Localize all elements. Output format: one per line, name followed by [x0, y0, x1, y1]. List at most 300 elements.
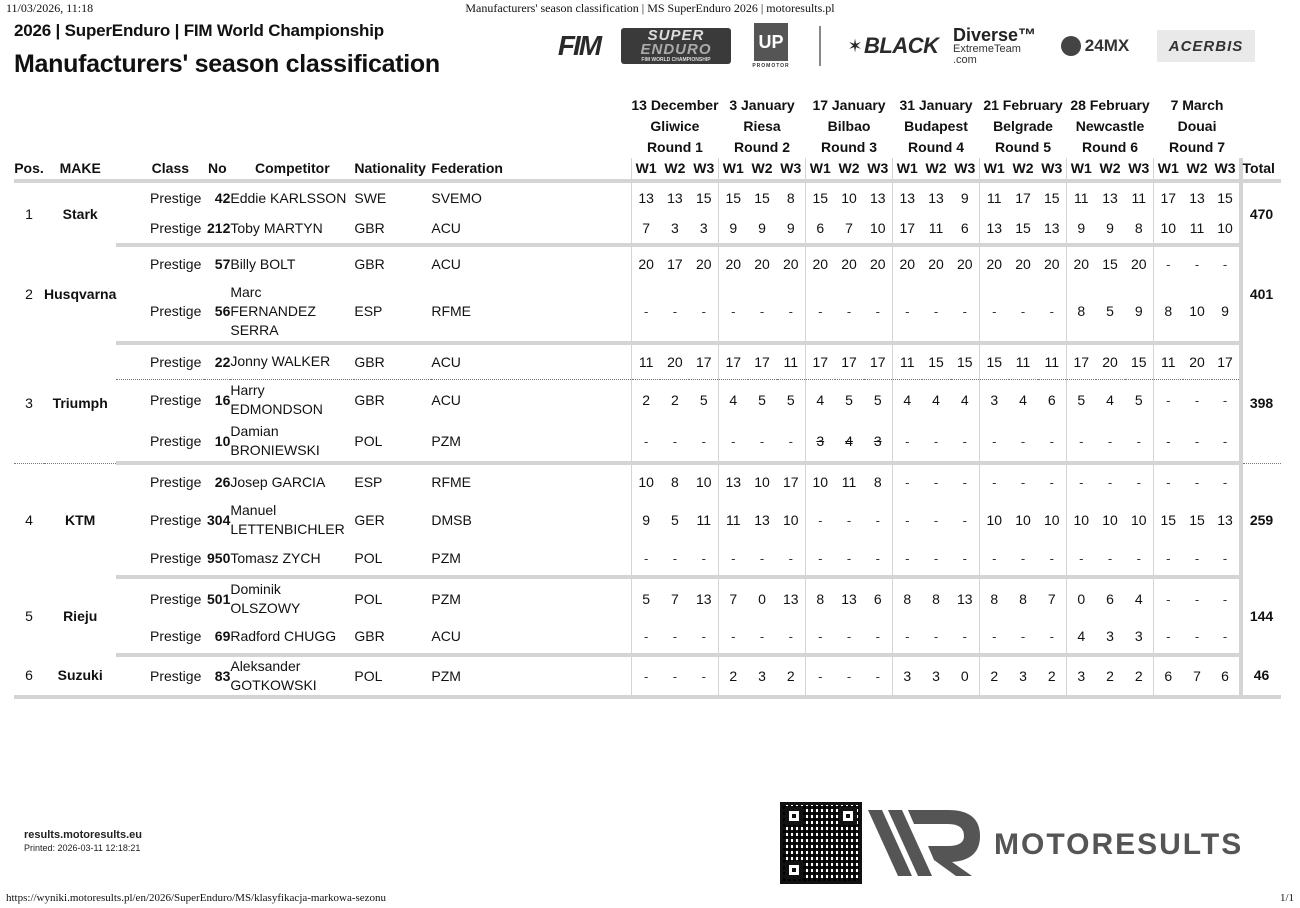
heat-score: 11: [631, 343, 660, 379]
rider-nationality: GBR: [354, 392, 385, 409]
rider-name[interactable]: [230, 343, 354, 379]
heat-score: 6: [951, 213, 980, 245]
heat-score: -: [864, 541, 893, 577]
heat-score: 2: [631, 379, 660, 421]
qr-finder: [785, 807, 803, 825]
round-number: Round 4: [908, 139, 965, 155]
heat-score: 15: [1102, 256, 1118, 272]
heat-score: -: [748, 281, 777, 343]
heat-header: W2: [922, 158, 951, 181]
heat-score: -: [1194, 392, 1200, 408]
footer-printed: Printed: 2026-03-11 12:18:21: [24, 843, 141, 853]
heat-score: -: [719, 541, 748, 577]
heat-score: 3: [660, 213, 689, 245]
round-city: Budapest: [904, 118, 968, 134]
heat-score: 3: [922, 655, 951, 697]
heat-header: W2: [1183, 158, 1212, 181]
rider-name[interactable]: [230, 281, 354, 343]
heat-score: -: [1194, 591, 1200, 607]
heat-score: -: [777, 281, 806, 343]
heat-score: 4: [806, 379, 835, 421]
round-city: Riesa: [743, 118, 781, 134]
heat-score: -: [719, 421, 748, 463]
heat-score: 2: [1038, 655, 1067, 697]
rider-nationality: GER: [354, 512, 385, 528]
heat-score: 13: [893, 181, 922, 213]
heat-score: -: [1154, 619, 1183, 655]
heat-score: 7: [1047, 591, 1056, 607]
heat-score: 13: [667, 190, 683, 206]
print-page-number: 1/1: [1279, 892, 1294, 904]
round-number: Round 6: [1082, 139, 1139, 155]
heat-score: -: [660, 421, 689, 463]
heat-header: W2: [835, 158, 864, 181]
position: 4: [25, 512, 33, 529]
heat-score: -: [1212, 421, 1241, 463]
heat-score: 17: [667, 256, 683, 272]
heat-score: 17: [864, 343, 893, 379]
rider-nationality: GBR: [354, 343, 431, 379]
black-logo-text: BLACK: [864, 33, 939, 58]
heat-score: -: [951, 541, 980, 577]
heat-score: 20: [893, 245, 922, 281]
heat-score: -: [660, 655, 689, 697]
col-nationality: Nationality: [354, 158, 431, 181]
heat-score: -: [806, 619, 835, 655]
heat-score: -: [748, 421, 777, 463]
round-date: 21 February: [983, 97, 1063, 113]
heat-score: 4: [1134, 591, 1143, 607]
superenduro-logo-line2: ENDURO: [640, 40, 712, 58]
rider-class: Prestige: [150, 190, 202, 206]
heat-score: -: [1009, 421, 1038, 463]
heat-score: -: [1222, 474, 1228, 490]
heat-score: 8: [1154, 281, 1183, 343]
rider-class: Prestige: [116, 213, 204, 245]
position: 3: [14, 343, 44, 463]
heat-score: -: [1038, 281, 1067, 343]
heat-score: 3: [980, 379, 1009, 421]
table-row: [14, 343, 1281, 379]
heat-score: 6: [806, 213, 835, 245]
heat-score: -: [864, 281, 893, 343]
heat-score: 3: [1067, 655, 1096, 697]
heat-score: -: [835, 541, 864, 577]
heat-score: -: [864, 655, 893, 697]
heat-header: W3: [1038, 158, 1067, 181]
heat-score: 13: [841, 591, 857, 607]
rider-number: 57: [214, 256, 231, 272]
heat-score: 20: [841, 256, 857, 272]
heat-score: 4: [719, 379, 748, 421]
heat-score: -: [1067, 421, 1096, 463]
round-date: 17 January: [812, 97, 886, 113]
heat-score: 8: [1019, 591, 1027, 607]
heat-score: 10: [782, 512, 799, 528]
heat-score: -: [980, 463, 1009, 499]
acerbis-logo: ACERBIS: [1157, 30, 1255, 62]
heat-score: 20: [1130, 256, 1147, 272]
heat-score: -: [980, 541, 1009, 577]
heat-score: -: [875, 512, 880, 528]
heat-score: 5: [631, 577, 660, 619]
heat-score: -: [1154, 541, 1183, 577]
rider-name-line: Tomasz ZYCH: [230, 549, 321, 566]
position: 6: [14, 655, 44, 697]
heat-score: 15: [695, 190, 712, 206]
superenduro-logo: [621, 28, 731, 64]
heat-score: -: [1212, 619, 1241, 655]
rider-name-line: GOTKOWSKI: [230, 677, 317, 693]
heat-score: 9: [777, 213, 806, 245]
heat-score: 2: [1096, 655, 1125, 697]
heat-score: 0: [951, 655, 980, 697]
diverse-logo-line1: Diverse™: [953, 24, 1037, 45]
heat-score: -: [1183, 421, 1212, 463]
heat-score: 15: [951, 343, 980, 379]
print-page-title: Manufacturers' season classification | MS SuperEnduro 2026 | motoresults.pl: [465, 1, 835, 15]
rider-class: Prestige: [116, 421, 204, 463]
rider-federation: PZM: [431, 421, 631, 463]
rider-name-line: Damian: [230, 423, 279, 439]
heat-score: -: [893, 499, 922, 541]
round-city: Newcastle: [1075, 118, 1145, 134]
heat-score: -: [777, 619, 806, 655]
heat-header: W3: [1212, 158, 1241, 181]
heat-header: W2: [660, 158, 689, 181]
heat-score: -: [1096, 541, 1125, 577]
heat-score: 3: [689, 213, 718, 245]
rider-federation: DMSB: [431, 512, 472, 528]
heat-score: 4: [1067, 619, 1096, 655]
heat-score: -: [951, 421, 980, 463]
heat-score: -: [689, 421, 718, 463]
rider-federation: ACU: [431, 213, 631, 245]
heat-score: 11: [1154, 343, 1183, 379]
header-spacer: [1241, 116, 1281, 137]
heat-score: 10: [1130, 512, 1147, 528]
heat-score: 13: [1038, 213, 1067, 245]
heat-score: 9: [719, 213, 748, 245]
table-row: [14, 463, 1281, 499]
heat-score: 2: [777, 655, 806, 697]
rider-nationality: POL: [354, 541, 431, 577]
rider-number: 42: [214, 190, 231, 206]
rider-name-line: EDMONDSON: [230, 401, 323, 418]
heat-score: 17: [1212, 343, 1241, 379]
heat-score: 20: [1015, 256, 1031, 272]
rider-name[interactable]: [230, 379, 354, 421]
star-icon: ✶: [847, 35, 863, 56]
heat-score: 11: [893, 343, 922, 379]
classification-table: [14, 95, 1281, 699]
heat-score: -: [719, 619, 748, 655]
heat-score: 3: [1096, 619, 1125, 655]
rider-name-line: BRONIEWSKI: [230, 442, 320, 458]
heat-header: W2: [1096, 158, 1125, 181]
heat-score: 6: [1047, 392, 1056, 409]
round-number: Round 5: [995, 139, 1052, 155]
heat-score: -: [980, 421, 1009, 463]
heat-score: 8: [1067, 281, 1096, 343]
round-date-row: [14, 95, 1281, 116]
rider-name-line: OLSZOWY: [230, 600, 301, 616]
heat-score: 10: [1102, 512, 1118, 528]
print-header: [6, 1, 1294, 15]
rider-name[interactable]: [230, 463, 354, 499]
rider-name-line: Eddie KARLSSON: [230, 189, 347, 206]
heat-score: 7: [719, 577, 748, 619]
heat-score: 11: [696, 512, 712, 528]
heat-score: 15: [1009, 213, 1038, 245]
rider-name-line: Harry: [230, 382, 265, 399]
rider-nationality: GBR: [354, 619, 431, 655]
heat-score: 13: [928, 190, 944, 206]
heat-score: 11: [1067, 181, 1096, 213]
heat-score: 3: [1009, 655, 1038, 697]
heat-score: 13: [869, 190, 886, 206]
heat-score: 20: [719, 245, 748, 281]
heat-score: -: [922, 619, 951, 655]
heat-score: 13: [782, 591, 799, 607]
heat-score: 11: [777, 343, 806, 379]
rider-federation: SVEMO: [431, 190, 482, 206]
rider-number: 26: [214, 474, 231, 490]
rider-federation: ACU: [431, 392, 461, 409]
col-federation: Federation: [431, 158, 631, 181]
heat-score: -: [631, 619, 660, 655]
heat-score: 7: [631, 213, 660, 245]
rider-name-line: SERRA: [230, 321, 279, 338]
heat-score: 10: [980, 499, 1009, 541]
heat-score: -: [1222, 591, 1228, 607]
rider-name[interactable]: [230, 245, 354, 281]
heat-score: 11: [1009, 343, 1038, 379]
table-row: [14, 577, 1281, 619]
heat-score: 20: [956, 256, 973, 272]
rider-name[interactable]: [230, 499, 354, 541]
heat-score: 6: [1154, 655, 1183, 697]
heat-header: W3: [689, 158, 718, 181]
rider-name-line: Billy BOLT: [230, 255, 296, 272]
heat-header: W3: [777, 158, 806, 181]
heat-score: -: [980, 281, 1009, 343]
rider-name[interactable]: [230, 213, 354, 245]
rider-class: Prestige: [116, 343, 204, 379]
table-row: [14, 619, 1281, 655]
heat-score: 9: [960, 190, 969, 206]
heat-score: 20: [1067, 245, 1096, 281]
heat-score: -: [1125, 541, 1154, 577]
heat-score: 17: [1154, 181, 1183, 213]
print-datetime: 11/03/2026, 11:18: [6, 1, 94, 15]
heat-score: -: [806, 281, 835, 343]
round-number: Round 7: [1169, 139, 1226, 155]
heat-score: -: [1067, 463, 1096, 499]
heat-score: 7: [835, 213, 864, 245]
table-row: [14, 379, 1281, 421]
table-row: [14, 655, 1281, 697]
rider-class: Prestige: [116, 619, 204, 655]
rider-name[interactable]: [230, 655, 354, 697]
sportup-logo-caption: PROMOTOR: [752, 63, 790, 69]
rider-class: Prestige: [150, 256, 202, 272]
heat-score: 10: [631, 463, 660, 499]
rider-number: 950: [204, 541, 230, 577]
position: 2: [25, 286, 33, 302]
heat-score: 4: [1106, 392, 1114, 409]
header-spacer: [1241, 137, 1281, 158]
rider-name[interactable]: [230, 421, 354, 463]
heat-score: 8: [1125, 213, 1154, 245]
heat-score: 20: [1043, 256, 1060, 272]
heat-header: W1: [631, 158, 660, 181]
heat-score: 15: [980, 343, 1009, 379]
heat-score: -: [893, 541, 922, 577]
motoresults-mark-icon: [868, 810, 980, 876]
heat-score: 10: [864, 213, 893, 245]
heat-score: -: [689, 655, 718, 697]
rider-name[interactable]: [230, 619, 354, 655]
rider-name[interactable]: [230, 577, 354, 619]
heat-score: 5: [1067, 379, 1096, 421]
heat-header: W3: [951, 158, 980, 181]
rider-federation: ACU: [431, 343, 631, 379]
col-total: Total: [1241, 158, 1281, 181]
heat-score: 4: [893, 379, 922, 421]
table-row: [14, 281, 1281, 343]
header-spacer: [14, 137, 631, 158]
round-date: 31 January: [899, 97, 973, 113]
table-row: [14, 245, 1281, 281]
heat-score: -: [835, 655, 864, 697]
rider-name-line: LETTENBICHLER: [230, 521, 345, 537]
rider-name[interactable]: [230, 181, 354, 213]
round-number-row: [14, 137, 1281, 158]
heat-score: 6: [1212, 655, 1241, 697]
manufacturer: Suzuki: [44, 655, 116, 697]
heat-score: 20: [631, 245, 660, 281]
rider-number: 69: [204, 619, 230, 655]
heat-score: 17: [748, 343, 777, 379]
heat-score: -: [1009, 619, 1038, 655]
footer-site: results.motoresults.eu: [24, 829, 142, 841]
heat-score: 4: [1019, 392, 1027, 409]
heat-score: -: [689, 619, 718, 655]
heat-score: -: [631, 421, 660, 463]
heat-score: 6: [873, 591, 882, 607]
heat-score: 9: [1096, 213, 1125, 245]
heat-score: 20: [660, 343, 689, 379]
heat-score: -: [1183, 541, 1212, 577]
heat-score: -: [748, 619, 777, 655]
rider-nationality: SWE: [354, 190, 387, 206]
heat-score: 9: [1212, 281, 1241, 343]
heat-score: 15: [1217, 190, 1233, 206]
rider-nationality: ESP: [354, 474, 383, 490]
col-competitor: Competitor: [230, 158, 354, 181]
rider-class: Prestige: [150, 591, 202, 607]
heat-score: -: [806, 541, 835, 577]
heat-score: 20: [782, 256, 799, 272]
heat-score: -: [893, 421, 922, 463]
rider-name-line: Jonny WALKER: [230, 353, 331, 370]
heat-score: -: [846, 512, 852, 528]
heat-score: 13: [1217, 512, 1233, 528]
heat-score: 3: [893, 655, 922, 697]
heat-score: 4: [960, 392, 969, 409]
heat-score: 2: [1125, 655, 1154, 697]
rider-name-line: Marc: [230, 283, 262, 300]
heat-header: W3: [1125, 158, 1154, 181]
heat-header: W3: [864, 158, 893, 181]
qr-code: [780, 802, 862, 884]
rider-name-line: Toby MARTYN: [230, 219, 323, 236]
heat-score: -: [1067, 541, 1096, 577]
heat-score: 17: [835, 343, 864, 379]
heat-score: 5: [671, 512, 679, 528]
heat-score: -: [660, 541, 689, 577]
team-total: 398: [1241, 343, 1281, 463]
24mx-logo: [1045, 36, 1145, 56]
footer-info: [24, 829, 142, 853]
rider-class: Prestige: [116, 541, 204, 577]
motoresults-wordmark: MOTORESULTS: [994, 828, 1244, 861]
round-city: Belgrade: [993, 118, 1053, 134]
heat-score: 8: [671, 474, 679, 490]
heat-score: 0: [758, 591, 766, 607]
diverse-logo: [953, 24, 1039, 66]
team-total: 259: [1241, 463, 1281, 577]
heat-score: 15: [1125, 343, 1154, 379]
heat-score: -: [922, 421, 951, 463]
rider-class: Prestige: [116, 281, 204, 343]
heat-score: 17: [1067, 343, 1096, 379]
heat-score: 8: [873, 474, 882, 490]
rider-federation: PZM: [431, 655, 631, 697]
heat-header: W2: [1009, 158, 1038, 181]
manufacturer: Triumph: [44, 343, 116, 463]
heat-score: 9: [1067, 213, 1096, 245]
rider-number: 16: [214, 392, 231, 409]
heat-score: -: [922, 541, 951, 577]
rider-number: 304: [207, 512, 231, 528]
sportup-logo-box: UP: [754, 23, 788, 61]
heat-score: 10: [841, 190, 857, 206]
heat-score: 11: [1038, 343, 1067, 379]
rider-name-line: FERNANDEZ: [230, 302, 316, 319]
rider-name[interactable]: [230, 541, 354, 577]
team-total: 144: [1241, 577, 1281, 655]
col-class: Class: [116, 158, 204, 181]
rider-federation: PZM: [431, 541, 631, 577]
rider-nationality: GBR: [354, 256, 385, 272]
heat-score: 5: [1134, 392, 1143, 409]
heat-score: -: [1194, 474, 1200, 490]
heat-header: W1: [806, 158, 835, 181]
heat-score: 10: [1043, 512, 1060, 528]
round-city: Bilbao: [827, 118, 871, 134]
heat-score: -: [689, 541, 718, 577]
rider-nationality: ESP: [354, 281, 431, 343]
heat-score: 11: [922, 213, 951, 245]
heat-score: -: [962, 512, 967, 528]
heat-score: -: [631, 281, 660, 343]
heat-score: -: [893, 281, 922, 343]
round-number: Round 2: [734, 139, 791, 155]
heat-score: -: [1154, 245, 1183, 281]
heat-score: -: [631, 655, 660, 697]
